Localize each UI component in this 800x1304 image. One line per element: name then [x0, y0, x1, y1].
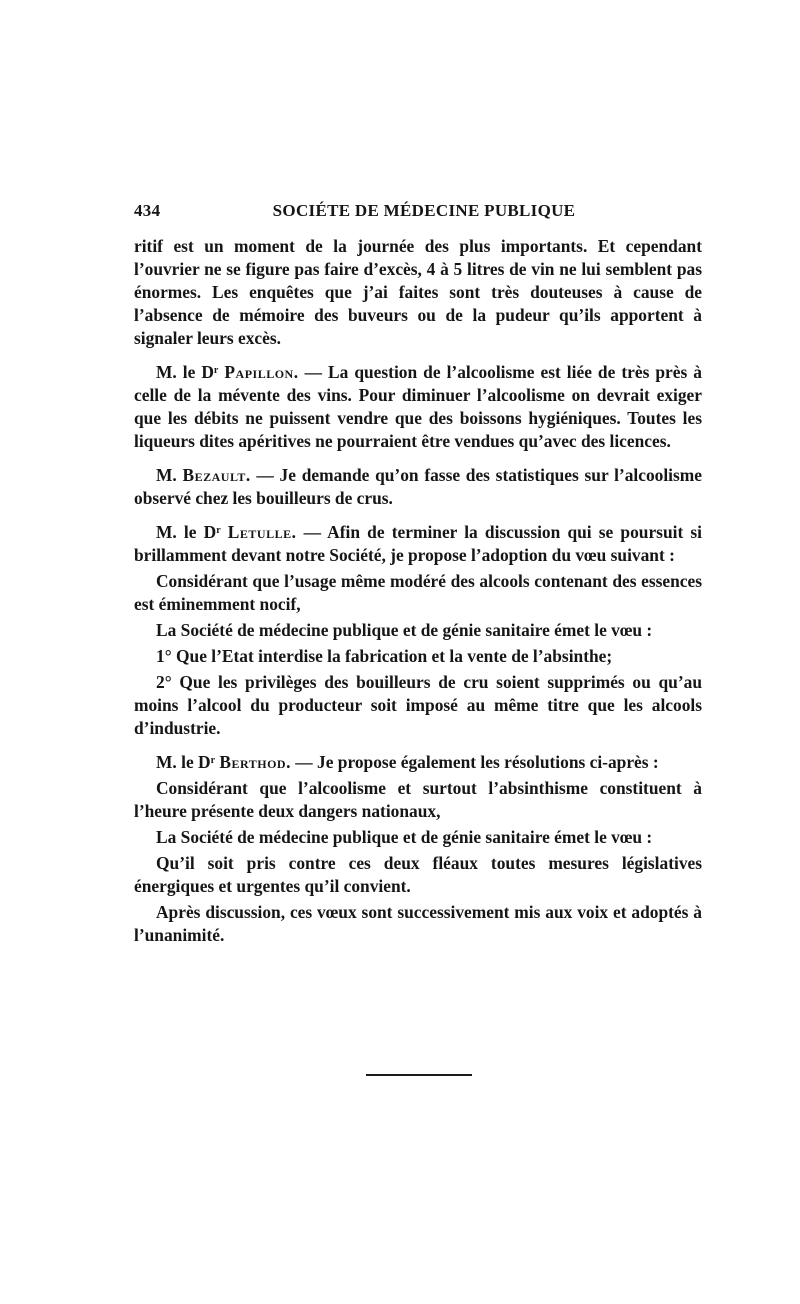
paragraph-voeu-2: La Société de médecine publique et de génie sanitaire émet le vœu : [156, 827, 653, 847]
speaker-name: Papillon. [224, 362, 299, 382]
speech-text: — Je propose également les résolutions ci-après : [290, 752, 659, 772]
paragraph-resolution-3: Qu’il soit pris contre ces deux fléaux toutes mesures législatives énergiques et urgentes qu’il convient. [134, 853, 702, 896]
speaker-name: Berthod. [219, 752, 291, 772]
speech-text: — Afin de terminer la discussion qui se poursuit si brillamment devant notre Société, je propose l’adoption du vœu suivant : [134, 522, 702, 565]
speech-text: — Je demande qu’on fasse des statistiques sur l’alcoolisme observé chez les bouilleurs de crus. [134, 465, 702, 508]
paragraph-voeu-1: La Société de médecine publique et de génie sanitaire émet le vœu : [156, 620, 653, 640]
speaker-prefix: M. [156, 465, 183, 485]
speaker-prefix: M. le D [156, 752, 211, 772]
paragraph-considerant-2: Considérant que l’alcoolisme et surtout l’absinthisme constituent à l’heure présente deux dangers nationaux, [134, 778, 702, 821]
paragraph-bezault [134, 464, 702, 510]
speaker-name: Letulle. [227, 522, 297, 542]
paragraph-resolution-2: 2° Que les privilèges des bouilleurs de cru soient supprimés ou qu’au moins l’alcool du producteur soit imposé au même titre que les alcools d’industrie. [134, 672, 702, 738]
speaker-name: Bezault. [182, 465, 251, 485]
speaker-prefix: M. le D [156, 362, 214, 382]
running-head [134, 201, 702, 221]
paragraph-resolution-1: 1° Que l’Etat interdise la fabrication et la vente de l’absinthe; [156, 646, 613, 666]
end-rule [366, 1074, 472, 1076]
speech-text: — La question de l’alcoolisme est liée de très près à celle de la mévente des vins. Pour diminuer l’alcoolisme on devrait exiger que les débits ne puissent vendre que des boissons hygiéniques. Toutes les liqueurs dites apéritives ne pourraient être vendues qu’avec des licences. [134, 362, 702, 451]
speaker-title-superscript: r [216, 525, 221, 536]
speaker-prefix: M. le D [156, 522, 217, 542]
paragraph-continuation: ritif est un moment de la journée des plus importants. Et cependant l’ouvrier ne se figure pas faire d’excès, 4 à 5 litres de vin ne lui semblent pas énormes. Les enquêtes que j’ai faites sont très douteuses à cause de l’absence de mémoire des buveurs ou de la pudeur qu’ils apportent à signaler leurs excès. [134, 236, 702, 348]
page-number: 434 [134, 201, 161, 220]
paragraph-considerant-1: Considérant que l’usage même modéré des alcools contenant des essences est éminemment nocif, [134, 571, 702, 614]
speaker-title-superscript: r [210, 755, 216, 766]
paragraph-letulle [134, 521, 702, 567]
body-text [134, 235, 702, 947]
running-title: SOCIÉTE DE MÉDECINE PUBLIQUE [272, 201, 576, 220]
speaker-title-superscript: r [213, 365, 219, 376]
paragraph-papillon [134, 361, 702, 453]
paragraph-berthod [134, 751, 702, 774]
paragraph-conclusion: Après discussion, ces vœux sont successivement mis aux voix et adoptés à l’unanimité. [134, 902, 702, 945]
